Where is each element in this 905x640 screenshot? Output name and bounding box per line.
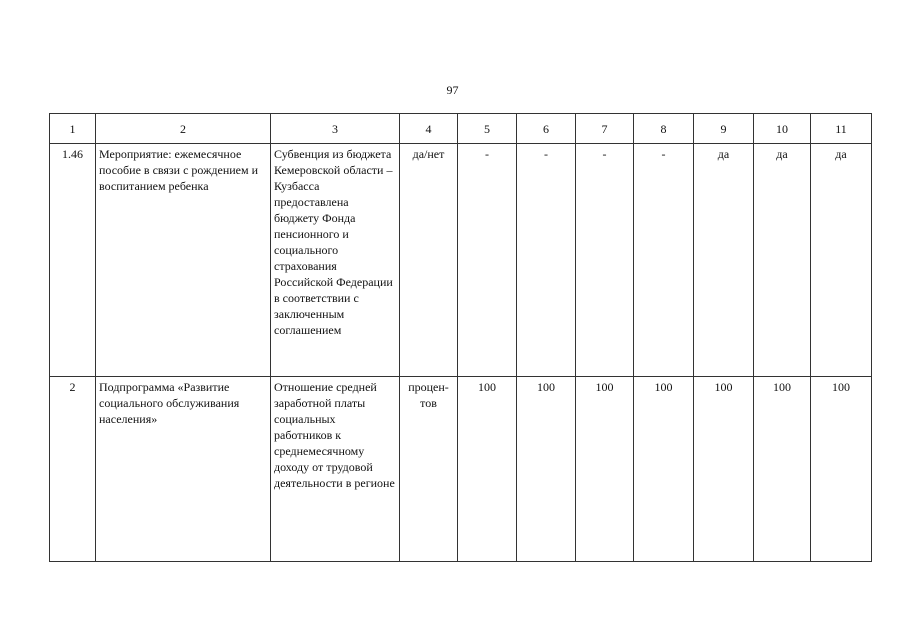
value-cell: да: [811, 144, 872, 377]
value-cell: -: [634, 144, 694, 377]
column-header: 7: [576, 114, 634, 144]
unit-cell: да/нет: [400, 144, 458, 377]
row-number: 2: [50, 377, 96, 562]
value-cell: -: [576, 144, 634, 377]
subprogram-name: Подпрограмма «Развитие социального обслуживания населения»: [96, 377, 271, 562]
column-header: 9: [694, 114, 754, 144]
indicator-description: Субвенция из бюджета Кемеровской области – Кузбасса предоставлена бюджету Фонда пенсионного и социального страхования Российской Федерации в соответствии с заключенным соглашением: [271, 144, 400, 377]
unit-cell: процен-тов: [400, 377, 458, 562]
column-header: 11: [811, 114, 872, 144]
row-number: 1.46: [50, 144, 96, 377]
value-cell: 100: [754, 377, 811, 562]
column-header: 2: [96, 114, 271, 144]
value-cell: -: [517, 144, 576, 377]
page-number: 97: [446, 83, 459, 97]
column-header: 8: [634, 114, 694, 144]
value-cell: -: [458, 144, 517, 377]
value-cell: да: [754, 144, 811, 377]
value-cell: 100: [811, 377, 872, 562]
column-header: 10: [754, 114, 811, 144]
value-cell: 100: [694, 377, 754, 562]
value-cell: 100: [576, 377, 634, 562]
table-header-row: [50, 114, 872, 144]
column-header: 1: [50, 114, 96, 144]
event-name: Мероприятие: ежемесячное пособие в связи с рождением и воспитанием ребенка: [96, 144, 271, 377]
column-header: 4: [400, 114, 458, 144]
column-header: 5: [458, 114, 517, 144]
value-cell: 100: [458, 377, 517, 562]
table-row: [50, 144, 872, 377]
value-cell: 100: [634, 377, 694, 562]
column-header: 3: [271, 114, 400, 144]
column-header: 6: [517, 114, 576, 144]
indicator-description: Отношение средней заработной платы социальных работников к среднемесячному доходу от трудовой деятельности в регионе: [271, 377, 400, 562]
value-cell: да: [694, 144, 754, 377]
table-row: [50, 377, 872, 562]
indicators-table: [49, 113, 872, 562]
value-cell: 100: [517, 377, 576, 562]
